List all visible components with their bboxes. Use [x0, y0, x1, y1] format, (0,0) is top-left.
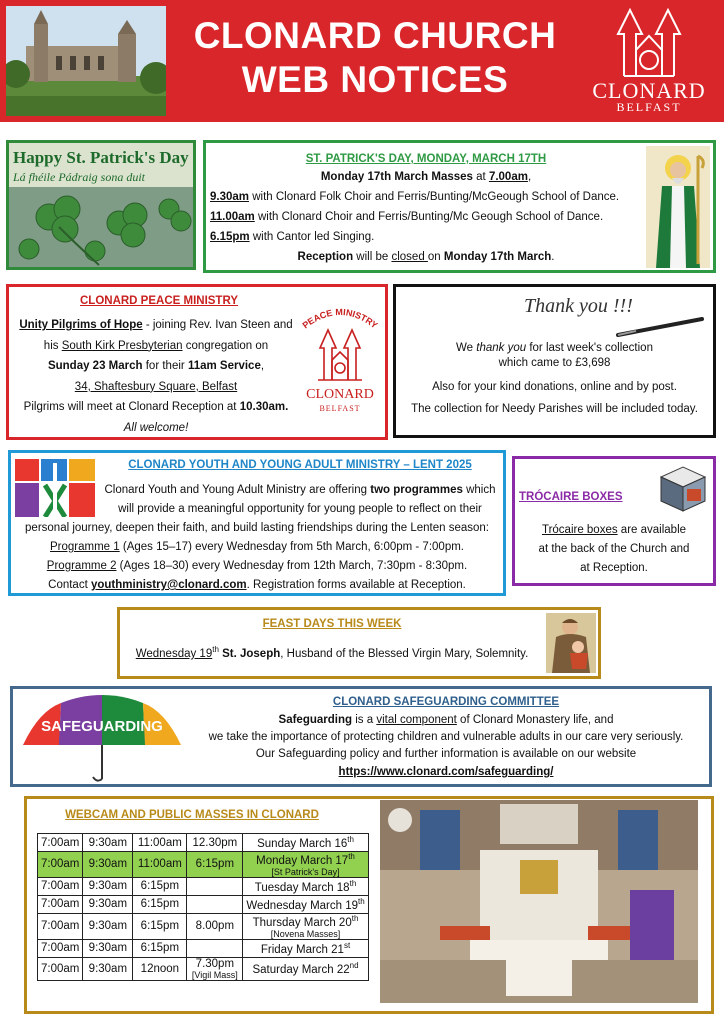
st-joseph-icon [546, 613, 596, 673]
mass-day-suffix: th [347, 835, 354, 845]
thanks-line-1 [396, 341, 713, 356]
peace-logo-arc: PEACE MINISTRY [300, 306, 380, 331]
youth-line-2: will provide a meaningful opportunity for young people to reflect on their [118, 503, 482, 515]
mass-time-cell [38, 939, 83, 957]
trocaire-line-3: at Reception. [580, 562, 648, 574]
reception-date: Monday 17th March [443, 251, 552, 263]
mass-day-suffix: nd [349, 961, 359, 971]
trocaire-line-1 [515, 521, 713, 540]
umbrella-label: SAFEGUARDING [41, 718, 163, 735]
safeguarding-notice [10, 686, 712, 787]
youth-ministry-logo-icon [15, 459, 95, 517]
mass-time: 7:00am [41, 920, 80, 933]
table-row [38, 957, 369, 980]
mass-time-cell [133, 834, 187, 852]
mass-time-cell [83, 939, 133, 957]
masses-line [206, 168, 646, 187]
mass-day: Monday March 17 [256, 854, 349, 867]
south-kirk: South Kirk Presbyterian [61, 339, 183, 352]
mass-time-cell [133, 913, 187, 939]
table-row [38, 939, 369, 957]
st-patricks-heading: ST. PATRICK'S DAY, MONDAY, MARCH 17TH [305, 153, 547, 165]
service-address: 34, Shaftesbury Square, Belfast [74, 380, 238, 393]
thank-you-script: Thank you !!! [524, 295, 633, 317]
mass-day-cell [243, 895, 368, 913]
safeguarding-umbrella-icon [19, 691, 185, 783]
mass-day: Thursday March 20 [252, 916, 352, 929]
mass-day-suffix: th [348, 852, 355, 861]
mass-time-cell [83, 852, 133, 878]
safeguarding-l1-rest: of Clonard Monastery life, and [456, 714, 614, 726]
safeguarding-line-3: Our Safeguarding policy and further information is available on our website [255, 748, 637, 760]
peace-logo-word: CLONARD [306, 387, 374, 402]
mass-day-suffix: th [358, 896, 365, 906]
mass-930-line [210, 188, 652, 207]
mass-time: 6:15pm [140, 898, 180, 911]
table-row [38, 913, 369, 939]
thank-you-notice [393, 284, 716, 438]
mass-time-cell [187, 877, 243, 895]
youth-line-1 [97, 481, 503, 500]
mass-time: 9:30am [88, 920, 128, 933]
mass-time: 9:30am [88, 942, 128, 955]
closed-word: closed [391, 251, 428, 263]
thanks-phrase: thank you [476, 342, 527, 354]
programme-2-label: Programme 2 [46, 560, 117, 572]
all-welcome: All welcome! [123, 421, 189, 434]
programme-2-detail: (Ages 18–30) every Wednesday from 12th March, 7:30pm - 8:30pm. [116, 560, 468, 572]
trocaire-l1-rest: are available [617, 524, 687, 536]
peace-line-4 [9, 377, 303, 398]
safeguarding-is-a: is a [352, 714, 377, 726]
trocaire-line-2: at the back of the Church and [538, 543, 690, 555]
trocaire-box-icon [657, 463, 709, 513]
mass-day-cell [243, 852, 368, 878]
two-programmes: two programmes [370, 484, 463, 496]
collection-amount: which came to £3,698 [498, 357, 611, 369]
mass-day-cell [243, 877, 368, 895]
meet-time: 10.30am. [239, 401, 289, 413]
peace-l3-comma: , [260, 360, 265, 372]
feast-description: , Husband of the Blessed Virgin Mary, Solemnity. [280, 647, 529, 660]
feast-days-notice [117, 607, 601, 679]
mass-time-cell [133, 939, 187, 957]
mass-time-cell [38, 852, 83, 878]
mass-time: 6:15pm [140, 920, 180, 933]
mass-time: 9:30am [88, 898, 128, 911]
peace-meet: Pilgrims will meet at Clonard Reception at [23, 401, 240, 413]
mass-615-desc: with Cantor led Singing. [249, 231, 375, 243]
pen-icon [616, 315, 706, 339]
mass-time-7am: 7.00am [488, 171, 528, 183]
thanks-l1-rest: for last week's collection [526, 342, 653, 354]
card-greeting: Happy St. Patrick's Day [13, 148, 189, 167]
mass-time: 7:00am [41, 942, 80, 955]
reception-period: . [551, 251, 555, 263]
peace-line-5 [9, 397, 303, 418]
reception-on: on [427, 251, 444, 263]
safeguarding-url-link[interactable]: https://www.clonard.com/safeguarding/ [338, 766, 554, 778]
mass-time: 7:00am [41, 836, 80, 849]
masses-at: at [472, 171, 489, 183]
trocaire-heading: TRÓCAIRE BOXES [519, 491, 623, 503]
thanks-donations: Also for your kind donations, online and by post. [432, 381, 677, 393]
title-line-1: CLONARD CHURCH [193, 15, 557, 56]
peace-l2-rest: congregation on [182, 339, 269, 352]
mass-time: 9:30am [88, 858, 128, 871]
safeguarding-word: Safeguarding [278, 714, 353, 726]
st-patrick-icon [646, 146, 710, 268]
mass-schedule-table [37, 833, 369, 981]
webcam-heading: WEBCAM AND PUBLIC MASSES IN CLONARD [65, 809, 319, 821]
youth-contact [11, 576, 503, 595]
mass-time-cell [83, 877, 133, 895]
mass-time: 6:15pm [195, 858, 235, 871]
svg-text:PEACE MINISTRY [301, 307, 380, 331]
reception-closed-line [206, 248, 646, 267]
church-altar-photo [380, 800, 698, 1003]
feast-line [120, 640, 544, 664]
safeguarding-heading: CLONARD SAFEGUARDING COMMITTEE [332, 696, 560, 708]
mass-day-suffix: st [343, 940, 351, 950]
mass-time-cell [187, 939, 243, 957]
programme-1-label: Programme 1 [50, 541, 120, 553]
mass-time: 8.00pm [195, 920, 235, 933]
mass-time-cell [133, 877, 187, 895]
mass-time-cell [133, 957, 187, 980]
peace-l3-for: for their [142, 360, 188, 372]
table-row [38, 877, 369, 895]
mass-time-cell [38, 957, 83, 980]
mass-time-cell [38, 913, 83, 939]
mass-time: 9:30am [88, 836, 128, 849]
mass-day-cell [243, 834, 368, 852]
registration-info: . Registration forms available at Reception. [246, 579, 466, 591]
mass-note: [Vigil Mass] [191, 969, 238, 980]
programme-1-detail: (Ages 15–17) every Wednesday from 5th March, 6:00pm - 7:00pm. [119, 541, 464, 553]
mass-time-cell [187, 852, 243, 878]
mass-time-615: 6.15pm [210, 231, 250, 243]
mass-time-cell [187, 895, 243, 913]
mass-day-suffix: th [351, 913, 359, 923]
feast-saint: St. Joseph [218, 647, 281, 660]
trocaire-notice [512, 456, 716, 586]
table-row [38, 834, 369, 852]
mass-time-cell [83, 913, 133, 939]
mass-615-line [210, 228, 652, 247]
mass-day: Tuesday March 18 [254, 881, 350, 894]
mass-time-930: 9.30am [210, 191, 250, 203]
mass-day-cell [243, 957, 368, 980]
mass-time: 9:30am [88, 880, 128, 893]
mass-time-cell [38, 895, 83, 913]
mass-1100-desc: with Clonard Choir and Ferris/Bunting/Mc Geough School of Dance. [254, 211, 604, 223]
mass-day-cell [243, 913, 368, 939]
safeguarding-line-2: we take the importance of protecting children and vulnerable adults in our care very seriously. [208, 731, 684, 743]
feast-day-suffix: th [212, 645, 219, 654]
thanks-we: We [456, 342, 477, 354]
masses-comma: , [527, 171, 532, 183]
mass-time-1100: 11.00am [210, 211, 255, 223]
peace-logo-sub: BELFAST [319, 404, 361, 413]
safeguarding-line-1 [189, 712, 703, 729]
mass-day-cell [243, 939, 368, 957]
youth-ministry-heading: CLONARD YOUTH AND YOUNG ADULT MINISTRY – LENT 2025 [128, 459, 472, 471]
peace-l2-his: his [43, 339, 62, 352]
unity-pilgrims: Unity Pilgrims of Hope [19, 319, 143, 331]
youth-email-link[interactable]: youthministry@clonard.com [90, 579, 247, 591]
card-greeting-irish: Lá fhéile Pádraig sona duit [13, 170, 145, 184]
youth-l1-c: which [462, 484, 496, 496]
mass-time: 6:15pm [140, 942, 180, 955]
title-line-2: WEB NOTICES [241, 59, 509, 100]
mass-time-cell [187, 834, 243, 852]
vital-component: vital component [376, 714, 457, 726]
mass-day: Wednesday March 19 [246, 899, 359, 912]
masses-title: Monday 17th March Masses [320, 171, 473, 183]
peace-line-2 [9, 336, 303, 357]
mass-time: 12noon [140, 962, 180, 975]
mass-time: 12.30pm [192, 836, 238, 849]
mass-time-cell [83, 834, 133, 852]
peace-ministry-body [9, 315, 303, 438]
mass-time-cell [133, 852, 187, 878]
mass-time: 9:30am [88, 962, 128, 975]
mass-930-desc: with Clonard Folk Choir and Ferris/Bunting/McGeough School of Dance. [249, 191, 620, 203]
mass-time-cell [38, 834, 83, 852]
youth-line-3: personal journey, deepen their faith, and build lasting friendships during the Lenten season: [25, 522, 489, 534]
mass-time: 7:00am [41, 880, 80, 893]
trocaire-boxes-link: Trócaire boxes [541, 524, 618, 536]
st-patricks-day-card [6, 140, 196, 270]
peace-ministry-logo [298, 300, 382, 418]
reception-word: Reception [297, 251, 354, 263]
church-photo [6, 6, 166, 116]
programme-2 [11, 557, 503, 576]
mass-time: 6:15pm [140, 880, 180, 893]
mass-time: 11:00am [137, 836, 182, 849]
peace-line-1 [9, 315, 303, 336]
service-date: Sunday 23 March [47, 360, 143, 372]
page-title [170, 14, 580, 102]
mass-time: 7.30pm [195, 957, 235, 970]
mass-time-cell [187, 913, 243, 939]
peace-line-3 [9, 356, 303, 377]
service-time: 11am Service [187, 360, 261, 372]
youth-ministry-notice [8, 450, 506, 596]
mass-time: 11:00am [137, 858, 182, 871]
mass-time-cell [83, 895, 133, 913]
mass-1100-line [210, 208, 652, 227]
mass-day: Friday March 21 [260, 943, 344, 956]
mass-time-cell [187, 957, 243, 980]
mass-time: 7:00am [41, 858, 80, 871]
mass-day-note: [Novena Masses] [270, 928, 341, 939]
mass-time-cell [83, 957, 133, 980]
mass-time: 7:00am [41, 898, 80, 911]
mass-time: 7:00am [41, 962, 80, 975]
peace-l1-rest: - joining Rev. Ivan Steen and [142, 319, 293, 331]
feast-day: Wednesday 19 [135, 647, 213, 660]
logo-wordmark: CLONARD [592, 78, 706, 103]
mass-time-cell [133, 895, 187, 913]
peace-ministry-heading: CLONARD PEACE MINISTRY [79, 295, 239, 307]
contact-word: Contact [48, 579, 91, 591]
st-patricks-notice [203, 140, 716, 273]
logo-subtitle: BELFAST [616, 100, 682, 114]
needy-parishes: The collection for Needy Parishes will be included today. [411, 403, 698, 415]
shamrock-icon [9, 187, 193, 267]
mass-time-cell [38, 877, 83, 895]
mass-day: Saturday March 22 [252, 964, 350, 977]
mass-schedule-body [38, 834, 369, 981]
feast-days-heading: FEAST DAYS THIS WEEK [262, 618, 402, 630]
mass-day: Sunday March 16 [257, 837, 348, 850]
mass-day-note: [St Patrick's Day] [271, 866, 340, 877]
table-row [38, 895, 369, 913]
peace-line-6 [9, 418, 303, 439]
reception-will-be: will be [353, 251, 392, 263]
mass-day-suffix: th [349, 878, 357, 888]
programme-1 [11, 538, 503, 557]
youth-l1-a: Clonard Youth and Young Adult Ministry are offering [104, 484, 371, 496]
table-row [38, 852, 369, 878]
